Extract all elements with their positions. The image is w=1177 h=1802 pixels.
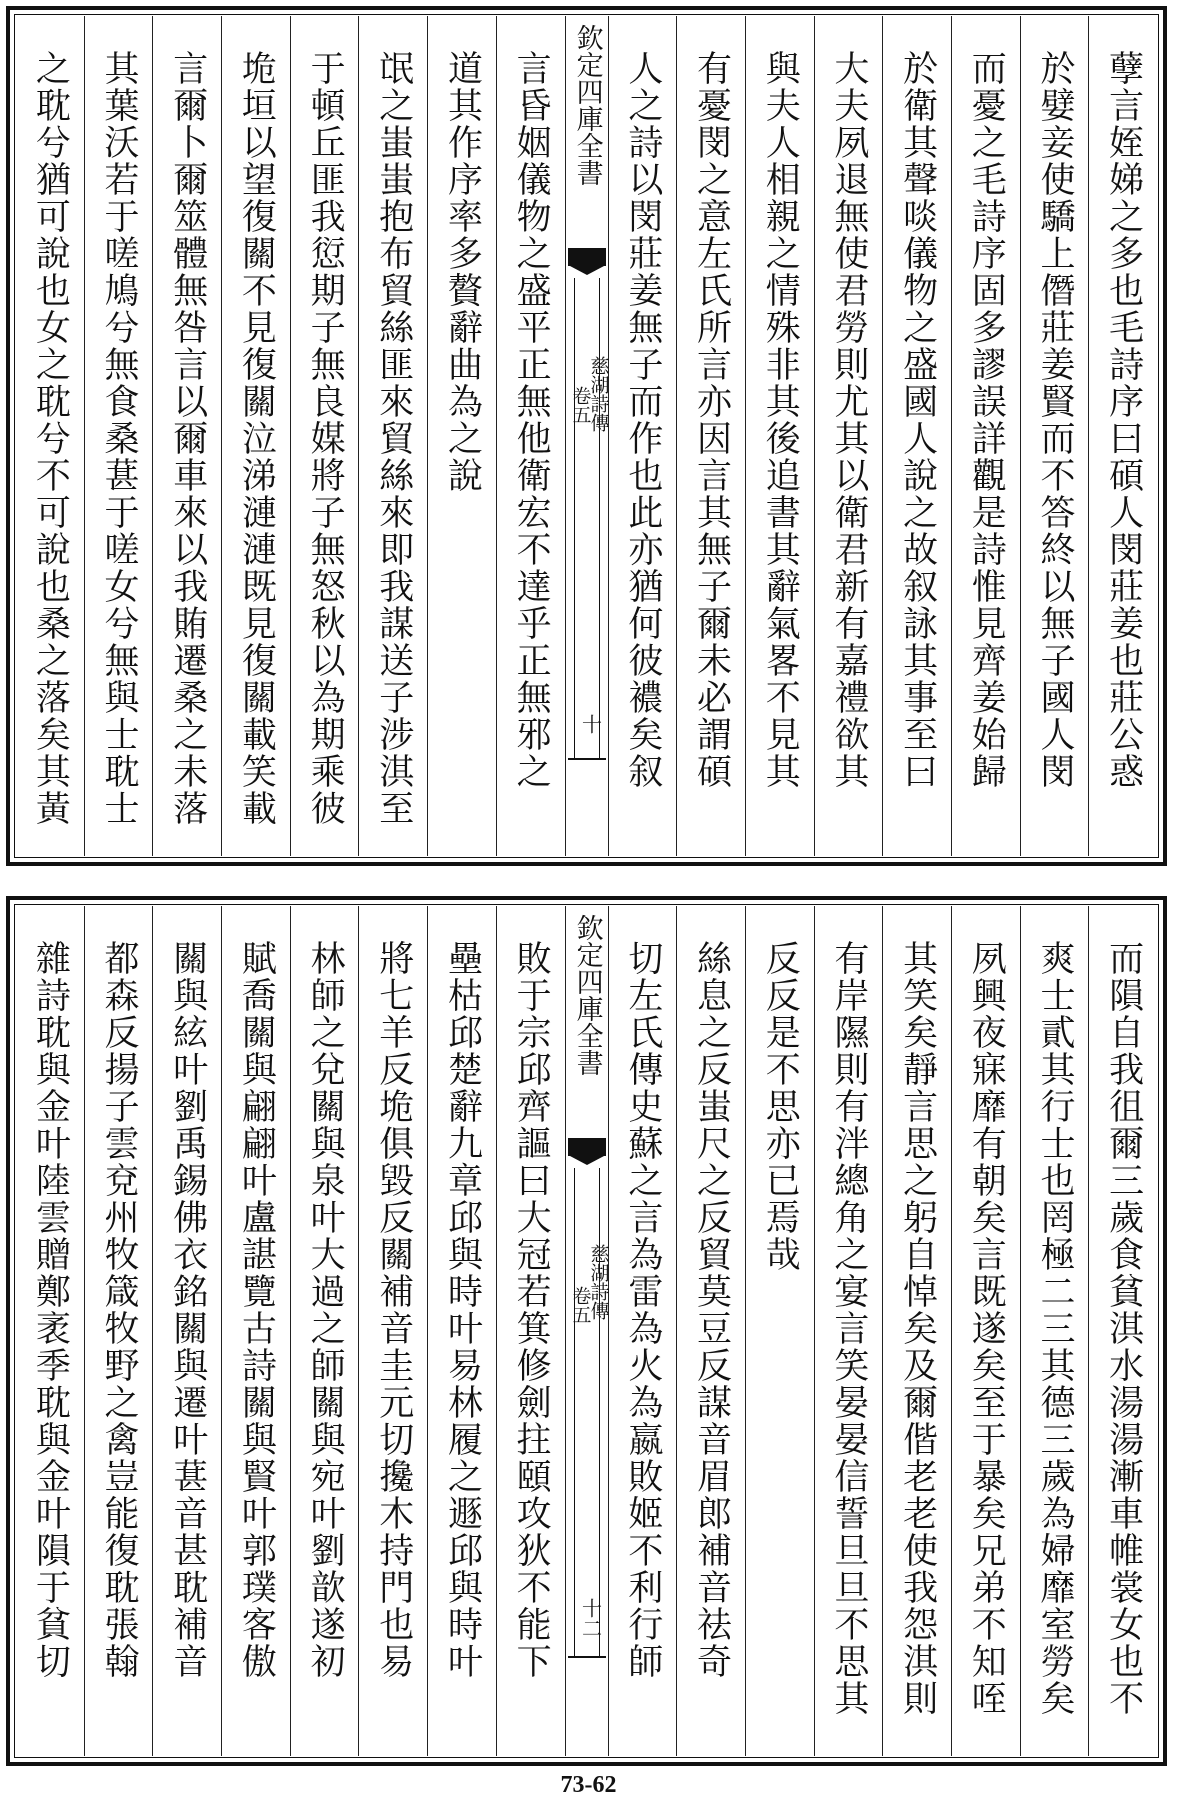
page-panel-top xyxy=(6,6,1167,866)
column-text: 垝垣以望復關不見復關泣涕漣漣既見復關載笑載 xyxy=(236,50,277,827)
text-column xyxy=(427,906,496,1756)
column-text: 大夫夙退無使君勞則尤其以衛君新有嘉禮欲其 xyxy=(828,50,869,790)
page-number: 十 xyxy=(578,714,603,734)
text-column xyxy=(16,906,84,1756)
center-rule xyxy=(574,278,575,758)
column-text: 夙興夜寐靡有朝矣言既遂矣至于暴矣兄弟不知咥 xyxy=(966,940,1007,1717)
column-text: 切左氏傳史蘇之言為雷為火為嬴敗姬不利行師 xyxy=(622,940,663,1680)
column-text: 而隕自我徂爾三歲食貧淇水湯湯漸車帷裳女也不 xyxy=(1103,940,1144,1717)
scan-page-number: 73-62 xyxy=(560,1772,617,1798)
column-text: 賦喬關與翩翩叶盧諶覽古詩關與賢叶郭璞客傲 xyxy=(236,940,277,1680)
text-column xyxy=(84,906,153,1756)
column-text: 有岸隰則有泮總角之宴言笑晏晏信誓旦旦不思其 xyxy=(828,940,869,1717)
text-column xyxy=(882,906,951,1756)
center-title: 欽定四庫全書 xyxy=(571,914,603,1076)
column-text: 林師之兌關與泉叶大過之師關與宛叶劉歆遂初 xyxy=(305,940,346,1680)
text-column xyxy=(496,16,565,856)
page-number: 十二 xyxy=(578,1598,603,1638)
text-column xyxy=(951,906,1020,1756)
text-columns-bottom xyxy=(16,906,1157,1756)
text-column xyxy=(84,16,153,856)
column-text: 人之詩以閔莊姜無子而作也此亦猶何彼襛矣叙 xyxy=(622,50,663,790)
center-rule xyxy=(574,1168,575,1656)
book-name: 慈湖詩傳 xyxy=(587,356,610,432)
text-column xyxy=(1020,16,1089,856)
text-column xyxy=(608,16,677,856)
text-column xyxy=(745,906,814,1756)
column-text: 爽士貳其行士也罔極二三其德三歲為婦靡室勞矣 xyxy=(1034,940,1075,1717)
text-column xyxy=(152,906,221,1756)
column-text: 言爾卜爾筮體無咎言以爾車來以我賄遷桑之未落 xyxy=(167,50,208,827)
text-column xyxy=(16,16,84,856)
column-text: 於衛其聲啖儀物之盛國人說之故叙詠其事至曰 xyxy=(897,50,938,790)
column-text: 關與絃叶劉禹錫佛衣銘關與遷叶葚音甚耽補音 xyxy=(167,940,208,1680)
text-column xyxy=(814,906,883,1756)
text-column xyxy=(951,16,1020,856)
text-column xyxy=(1088,16,1157,856)
column-text: 將七羊反垝俱毀反關補音圭元切攙木持門也易 xyxy=(373,940,414,1680)
volume-label: 卷五 xyxy=(569,1286,592,1324)
text-column xyxy=(290,906,359,1756)
column-text: 雜詩耽與金叶陸雲贈鄭袤季耽與金叶隕于貧切 xyxy=(30,940,71,1680)
book-name: 慈湖詩傳 xyxy=(587,1244,610,1320)
text-column xyxy=(358,16,427,856)
column-text: 道其作序率多贅辭曲為之說 xyxy=(442,50,483,494)
bottom-rule xyxy=(568,758,606,760)
center-rule xyxy=(599,1168,600,1656)
column-text: 絲息之反蚩尺之反貿莫豆反謀音眉郎補音祛奇 xyxy=(691,940,732,1680)
text-column xyxy=(676,16,745,856)
column-text: 之耽兮猶可說也女之耽兮不可說也桑之落矣其黃 xyxy=(30,50,71,827)
text-column xyxy=(814,16,883,856)
text-column xyxy=(221,906,290,1756)
text-columns-top xyxy=(16,16,1157,856)
column-text: 孽言姪娣之多也毛詩序曰碩人閔莊姜也莊公惑 xyxy=(1103,50,1144,790)
column-text: 言昏姻儀物之盛平正無他衛宏不達乎正無邪之 xyxy=(511,50,552,790)
text-column xyxy=(496,906,565,1756)
fish-tail-mark xyxy=(568,1138,606,1156)
text-column xyxy=(358,906,427,1756)
text-column xyxy=(221,16,290,856)
center-fold xyxy=(565,906,608,1756)
column-text: 敗于宗邱齊謳曰大冠若箕修劍拄頤攻狄不能下 xyxy=(511,940,552,1680)
text-column xyxy=(290,16,359,856)
column-text: 都森反揚子雲兗州牧箴牧野之禽豈能復耽張翰 xyxy=(99,940,140,1680)
column-text: 氓之蚩蚩抱布貿絲匪來貿絲來即我謀送子涉淇至 xyxy=(373,50,414,827)
column-text: 反反是不思亦已焉哉 xyxy=(760,940,801,1273)
bottom-rule xyxy=(568,1656,606,1658)
fish-tail-mark xyxy=(568,248,606,266)
column-text: 于頓丘匪我愆期子無良媒將子無怒秋以為期乘彼 xyxy=(305,50,346,827)
center-rule xyxy=(599,278,600,758)
column-text: 有憂閔之意左氏所言亦因言其無子爾未必謂碩 xyxy=(691,50,732,790)
text-column xyxy=(882,16,951,856)
text-column xyxy=(676,906,745,1756)
text-column xyxy=(745,16,814,856)
column-text: 壘枯邱楚辭九章邱與時叶易林履之遯邱與時叶 xyxy=(442,940,483,1680)
center-title: 欽定四庫全書 xyxy=(571,24,603,186)
center-fold xyxy=(565,16,608,856)
column-text: 其笑矣靜言思之躬自悼矣及爾偕老老使我怨淇則 xyxy=(897,940,938,1717)
page-panel-bottom xyxy=(6,896,1167,1766)
text-column xyxy=(1088,906,1157,1756)
column-text: 於嬖妾使驕上僭莊姜賢而不答終以無子國人閔 xyxy=(1034,50,1075,790)
text-column xyxy=(427,16,496,856)
text-column xyxy=(152,16,221,856)
volume-label: 卷五 xyxy=(569,386,592,424)
column-text: 其葉沃若于嗟鳩兮無食桑葚于嗟女兮無與士耽士 xyxy=(99,50,140,827)
text-column xyxy=(608,906,677,1756)
text-column xyxy=(1020,906,1089,1756)
column-text: 而憂之毛詩序固多謬誤詳觀是詩惟見齊姜始歸 xyxy=(966,50,1007,790)
column-text: 與夫人相親之情殊非其後追書其辭氣畧不見其 xyxy=(760,50,801,790)
